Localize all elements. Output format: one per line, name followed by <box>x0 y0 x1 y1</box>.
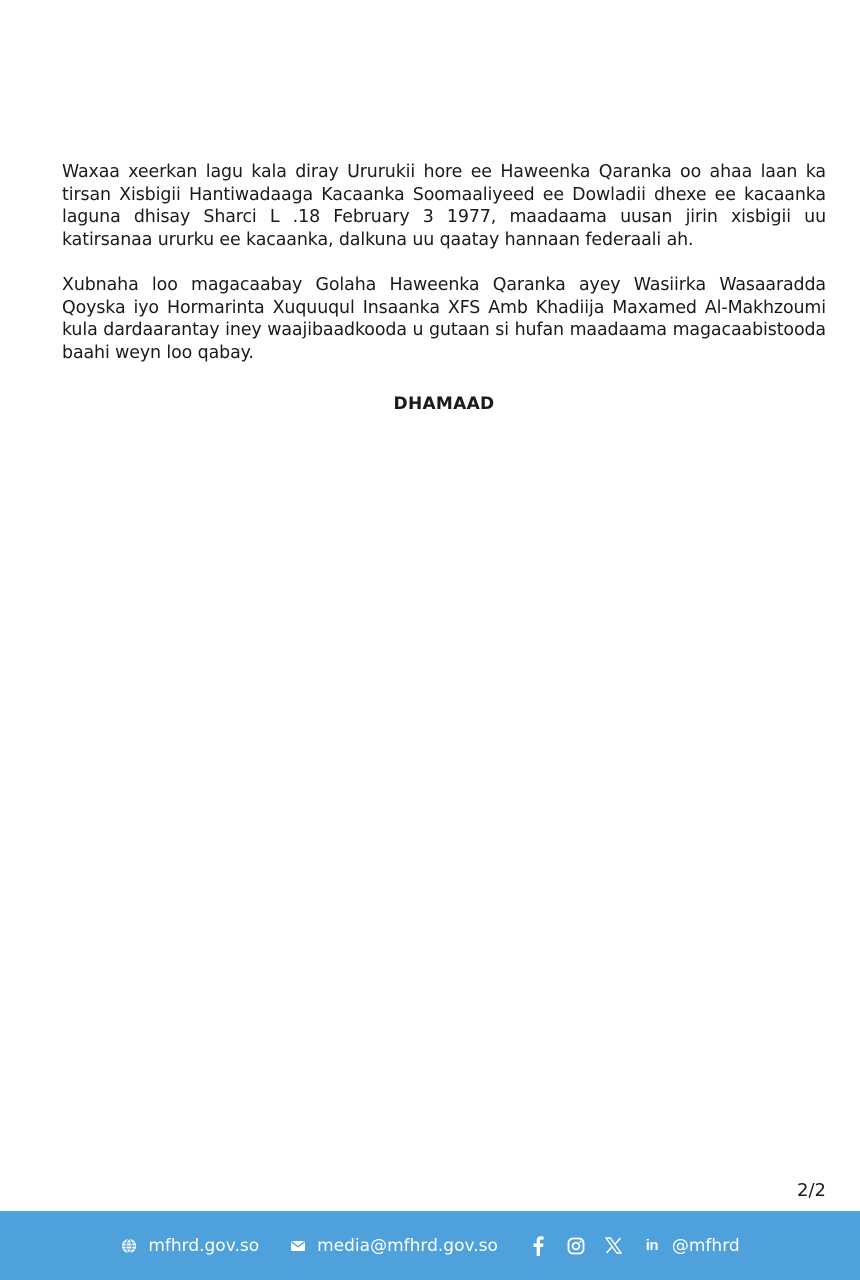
footer-bar <box>0 1211 860 1280</box>
x-icon[interactable] <box>604 1236 624 1256</box>
email-link[interactable]: media@mfhrd.gov.so <box>317 1235 498 1256</box>
linkedin-label: in <box>645 1237 659 1254</box>
footer-email[interactable] <box>289 1236 498 1256</box>
linkedin-icon[interactable] <box>642 1236 662 1256</box>
footer-website[interactable] <box>120 1236 259 1256</box>
globe-icon <box>120 1237 138 1255</box>
instagram-icon[interactable] <box>566 1236 586 1256</box>
end-title: DHAMAAD <box>393 394 495 414</box>
body-paragraph-2: Xubnaha loo magacaabay Golaha Haweenka Qaranka ayey Wasiirka Wasaaradda Qoyska iyo Hormarinta Xuquuqul Insaanka XFS Amb Khadiija Maxamed Al-Makhzoumi kula dardaarantay iney waajibaadkooda u gutaan si hufan maadaama magacaabistooda baahi weyn loo qabay. <box>62 275 826 363</box>
website-link[interactable]: mfhrd.gov.so <box>148 1235 260 1256</box>
body-paragraph-1: Waxaa xeerkan lagu kala diray Ururukii hore ee Haweenka Qaranka oo ahaa laan ka tirsan Xisbigii Hantiwadaaga Kacaanka Soomaaliyeed ee Dowladii dhexe ee kacaanka laguna dhisay Sharci L .18 February 3 1977, maadaama uusan jirin xisbigii uu katirsanaa ururku ee kacaanka, dalkuna uu qaatay hannaan federaali ah. <box>62 162 826 250</box>
page-number: 2/2 <box>797 1180 826 1201</box>
document-body <box>62 161 826 414</box>
footer-social <box>528 1236 740 1256</box>
social-handle[interactable]: @mfhrd <box>671 1235 740 1256</box>
mail-icon <box>289 1237 307 1255</box>
facebook-icon[interactable] <box>528 1236 548 1256</box>
